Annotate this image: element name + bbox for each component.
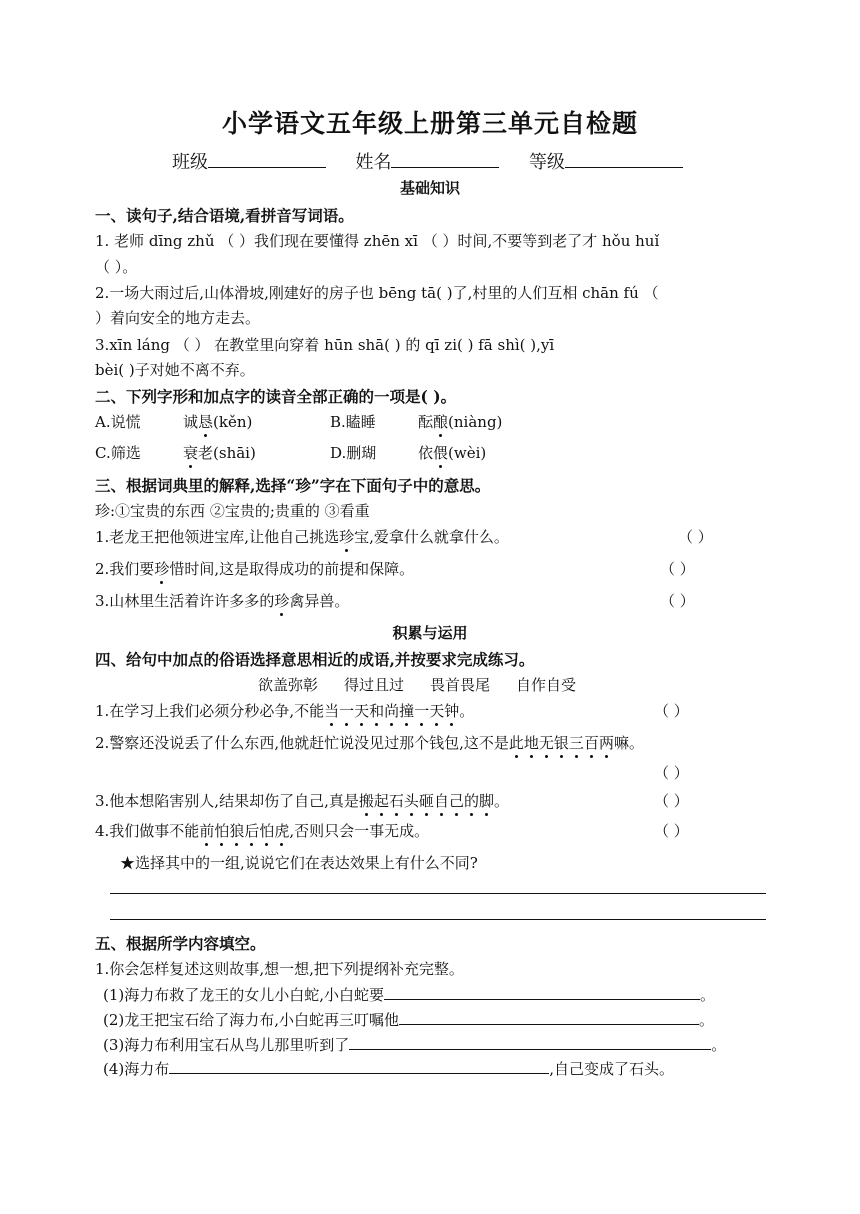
dotted-char: 一 [414, 702, 430, 720]
s1-q1-line1: 1. 老师 dīng zhǔ （ ）我们现在要懂得 zhēn xī （ ）时间,不要等到老了才 hǒu huǐ [95, 232, 660, 250]
dotted-char: 和 [369, 702, 385, 720]
s4-item-4: 4.我们做事不能前怕狼后怕虎,否则只会一事无成。 [95, 822, 430, 840]
dotted-char: 此 [508, 734, 524, 752]
option-d: D.删瑚 [330, 444, 377, 462]
definition-line: 珍:①宝贵的东西 ②宝贵的;贵重的 ③看重 [95, 502, 370, 520]
outline-3-blank[interactable] [349, 1035, 711, 1050]
option-b: B.瞌睡 [330, 413, 376, 431]
outline-4-blank[interactable] [169, 1059, 549, 1074]
option-a: A.说慌 [95, 413, 141, 431]
answer-line-2[interactable] [110, 919, 766, 920]
s5-intro: 1.你会怎样复述这则故事,想一想,把下列提纲补充完整。 [95, 960, 464, 978]
s1-q2-line1: 2.一场大雨过后,山体滑坡,刚建好的房子也 bēng tā( )了,村里的人们互相 chān fú （ [95, 284, 659, 302]
dotted-char: 己 [448, 792, 464, 810]
subhead-basics: 基础知识 [399, 179, 460, 197]
name-field[interactable] [391, 153, 499, 168]
dotted-char: 银 [553, 734, 569, 752]
grade-field[interactable] [565, 153, 683, 168]
s3-answer-3[interactable]: （ ） [660, 592, 695, 610]
dotted-char: 怕 [214, 822, 230, 840]
s4-answer-1[interactable]: （ ） [654, 702, 689, 720]
section2-heading: 二、下列字形和加点字的读音全部正确的一项是( )。 [95, 387, 457, 406]
class-label: 班级 [172, 152, 208, 173]
s1-q3-line1: 3.xīn láng （ ） 在教堂里向穿着 hūn shā( ) 的 qī zi( ) fā shì( ),yī [95, 336, 555, 354]
option-a-word: 诚恳(kěn) [183, 413, 253, 431]
info-row [172, 148, 683, 174]
s4-answer-3[interactable]: （ ） [654, 792, 689, 810]
dotted-char: 钟 [444, 702, 460, 720]
s3-item-1: 1.老龙王把他领进宝库,让他自己挑选珍宝,爱拿什么就拿什么。 [95, 528, 509, 546]
s4-item-2: 2.警察还没说丢了什么东西,他就赶忙说没见过那个钱包,这不是此地无银三百两嘛。 [95, 734, 644, 752]
section4-heading: 四、给句中加点的俗语选择意思相近的成语,并按要求完成练习。 [95, 650, 535, 669]
s4-answer-4[interactable]: （ ） [654, 822, 689, 840]
s3-answer-2[interactable]: （ ） [660, 560, 695, 578]
dotted-char: 地 [523, 734, 539, 752]
s3-item-2: 2.我们要珍惜时间,这是取得成功的前提和保障。 [95, 560, 415, 578]
dotted-phrase [199, 822, 289, 840]
dotted-char: 天 [354, 702, 370, 720]
outline-1-blank[interactable] [384, 985, 700, 1000]
dotted-phrase [324, 702, 459, 720]
dotted-char: 狼 [229, 822, 245, 840]
s3-answer-1[interactable]: （ ） [678, 528, 713, 546]
dotted-char: 一 [339, 702, 355, 720]
idiom-2: 得过且过 [344, 676, 405, 694]
dotted-phrase [509, 734, 614, 752]
section1-heading: 一、读句子,结合语境,看拼音写词语。 [95, 206, 354, 225]
dotted-char: 酿 [433, 413, 449, 431]
dotted-char: 衰 [183, 444, 199, 462]
idiom-options [258, 674, 576, 695]
s4-item-1: 1.在学习上我们必须分秒必争,不能当一天和尚撞一天钟。 [95, 702, 475, 720]
subhead-accumulate: 积累与运用 [392, 624, 468, 642]
dotted-char: 前 [199, 822, 215, 840]
dotted-char: 怕 [259, 822, 275, 840]
dotted-char: 搬 [358, 792, 374, 810]
s4-answer-2[interactable]: （ ） [654, 764, 689, 782]
class-field[interactable] [208, 153, 326, 168]
s4-item-3: 3.他本想陷害别人,结果却伤了自己,真是搬起石头砸自己的脚。 [95, 792, 510, 810]
idiom-1: 欲盖弥彰 [258, 676, 319, 694]
name-label: 姓名 [355, 152, 392, 173]
outline-3: (3)海力布利用宝石从鸟儿那里听到了 。 [103, 1036, 727, 1054]
dotted-char: 自 [433, 792, 449, 810]
grade-label: 等级 [528, 152, 565, 173]
dotted-char: 两 [598, 734, 614, 752]
dotted-char: 恳 [198, 413, 214, 431]
dotted-char: 起 [373, 792, 389, 810]
s1-q3-line2: bèi( )子对她不离不弃。 [95, 361, 255, 379]
dotted-char: 百 [583, 734, 599, 752]
dotted-char: 三 [568, 734, 584, 752]
dotted-char: 头 [403, 792, 419, 810]
dotted-char: 天 [429, 702, 445, 720]
option-d-word: 依偎(wèi) [418, 444, 487, 462]
section3-heading: 三、根据词典里的解释,选择“珍”字在下面句子中的意思。 [95, 476, 491, 495]
dotted-char: 偎 [433, 444, 449, 462]
outline-1: (1)海力布救了龙王的女儿小白蛇,小白蛇要 。 [103, 986, 716, 1004]
star-prompt: ★选择其中的一组,说说它们在表达效果上有什么不同? [120, 854, 478, 872]
dotted-char: 当 [324, 702, 340, 720]
dotted-char: 撞 [399, 702, 415, 720]
dotted-char: 尚 [384, 702, 400, 720]
s1-q1-line2: （ ）。 [95, 258, 138, 276]
dotted-char: 后 [244, 822, 260, 840]
outline-4: (4)海力布 ,自己变成了石头。 [103, 1060, 675, 1078]
idiom-4: 自作自受 [516, 676, 577, 694]
page-title: 小学语文五年级上册第三单元自检题 [221, 109, 638, 138]
option-c: C.筛选 [95, 444, 141, 462]
dotted-char: 脚 [478, 792, 494, 810]
dotted-phrase [359, 792, 494, 810]
dotted-char: 的 [463, 792, 479, 810]
dotted-char: 虎 [274, 822, 290, 840]
option-c-word: 衰老(shāi) [183, 444, 256, 462]
s1-q2-line2: ）着向安全的地方走去。 [95, 309, 261, 327]
dotted-char: 砸 [418, 792, 434, 810]
dotted-char: 无 [538, 734, 554, 752]
answer-line-1[interactable] [110, 893, 766, 894]
dotted-char: 石 [388, 792, 404, 810]
outline-2: (2)龙王把宝石给了海力布,小白蛇再三叮嘱他 。 [103, 1011, 715, 1029]
s3-item-3: 3.山林里生活着许许多多的珍禽异兽。 [95, 592, 350, 610]
option-b-word: 酝酿(niàng) [418, 413, 503, 431]
idiom-3: 畏首畏尾 [430, 676, 491, 694]
section5-heading: 五、根据所学内容填空。 [95, 934, 266, 953]
outline-2-blank[interactable] [399, 1010, 699, 1025]
